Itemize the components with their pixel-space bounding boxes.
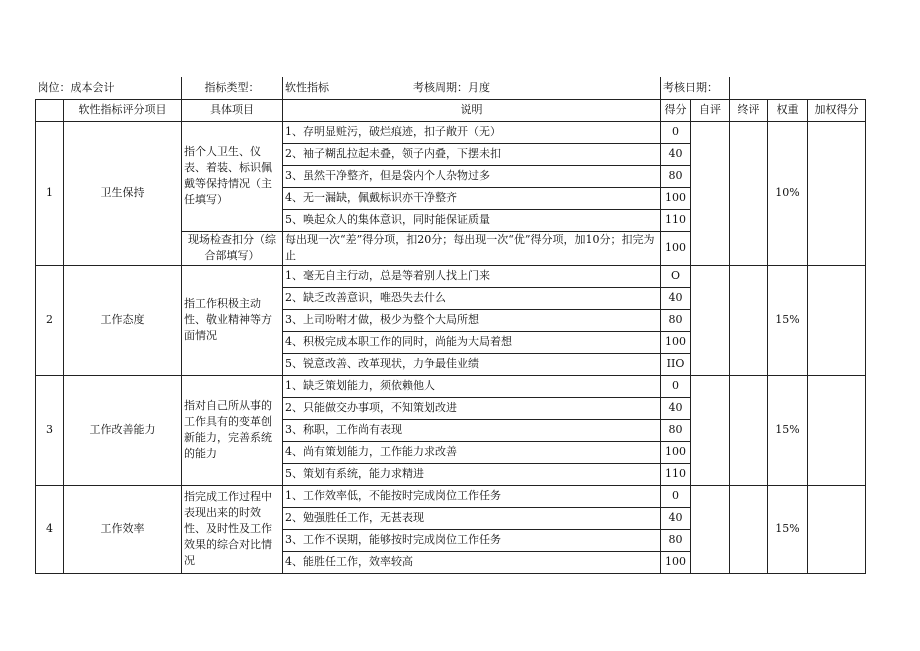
criteria-score: 0	[661, 121, 691, 143]
self-score-cell[interactable]	[691, 485, 730, 573]
col-self: 自评	[691, 99, 730, 121]
criteria-score: 100	[661, 187, 691, 209]
criteria-text: 2、袖子糊乱拉起未叠，领子内叠，下摆未扣	[283, 143, 661, 165]
header-row	[36, 77, 866, 99]
criteria-text: 1、存明显赃污，破烂痕迹，扣子敞开（无）	[283, 121, 661, 143]
item-number: 4	[36, 485, 64, 573]
item-detail: 指对自己所从事的工作具有的变革创新能力，完善系统的能力	[182, 375, 283, 485]
item-detail: 指完成工作过程中表现出来的时效性、及时性及工作效果的综合对比情况	[182, 485, 283, 573]
table-row	[36, 375, 866, 397]
criteria-score: 80	[661, 419, 691, 441]
extra-detail: 现场检查扣分（综合部填写）	[182, 231, 283, 265]
post-label: 岗位：成本会计	[36, 77, 182, 99]
criteria-text: 1、缺乏策划能力，须依赖他人	[283, 375, 661, 397]
table-row	[36, 485, 866, 507]
date-value	[730, 77, 866, 99]
item-name: 工作效率	[64, 485, 182, 573]
weight-value: 10%	[768, 121, 808, 265]
item-name: 工作态度	[64, 265, 182, 375]
criteria-score: 80	[661, 309, 691, 331]
table-row	[36, 121, 866, 143]
criteria-score: 40	[661, 507, 691, 529]
assessment-table	[35, 77, 866, 574]
item-detail: 指个人卫生、仪表、着装、标识佩戴等保持情况（主任填写）	[182, 121, 283, 231]
col-desc: 说明	[283, 99, 661, 121]
weight-value: 15%	[768, 485, 808, 573]
criteria-text: 3、上司吩咐才做，极少为整个大局所想	[283, 309, 661, 331]
criteria-text: 5、锐意改善、改革现状，力争最佳业绩	[283, 353, 661, 375]
criteria-text: 1、工作效率低，不能按时完成岗位工作任务	[283, 485, 661, 507]
item-number: 1	[36, 121, 64, 265]
final-score-cell[interactable]	[730, 375, 768, 485]
col-weight: 权重	[768, 99, 808, 121]
table-row	[36, 265, 866, 287]
self-score-cell[interactable]	[691, 375, 730, 485]
final-score-cell[interactable]	[730, 121, 768, 265]
weighted-score-cell[interactable]	[808, 121, 866, 265]
criteria-score: 100	[661, 551, 691, 573]
criteria-text: 5、唤起众人的集体意识，同时能保证质量	[283, 209, 661, 231]
criteria-score: 80	[661, 529, 691, 551]
self-score-cell[interactable]	[691, 265, 730, 375]
criteria-score: 110	[661, 209, 691, 231]
criteria-text: 3、称职，工作尚有表现	[283, 419, 661, 441]
col-score: 得分	[661, 99, 691, 121]
criteria-text: 3、工作不误期，能够按时完成岗位工作任务	[283, 529, 661, 551]
type-period-cell	[283, 77, 661, 99]
type-value: 软性指标	[285, 80, 329, 94]
weighted-score-cell[interactable]	[808, 485, 866, 573]
col-final: 终评	[730, 99, 768, 121]
weight-value: 15%	[768, 375, 808, 485]
col-weighted: 加权得分	[808, 99, 866, 121]
criteria-score: O	[661, 265, 691, 287]
item-detail: 指工作积极主动性、敬业精神等方面情况	[182, 265, 283, 375]
criteria-score: 110	[661, 463, 691, 485]
col-detail: 具体项目	[182, 99, 283, 121]
weighted-score-cell[interactable]	[808, 265, 866, 375]
column-header-row	[36, 99, 866, 121]
criteria-text: 4、无一漏缺，佩戴标识亦干净整齐	[283, 187, 661, 209]
criteria-text: 5、策划有系统，能力求精进	[283, 463, 661, 485]
criteria-score: 0	[661, 485, 691, 507]
criteria-text: 4、尚有策划能力，工作能力求改善	[283, 441, 661, 463]
criteria-score: 100	[661, 441, 691, 463]
criteria-text: 3、虽然干净整齐，但是袋内个人杂物过多	[283, 165, 661, 187]
item-name: 工作改善能力	[64, 375, 182, 485]
weighted-score-cell[interactable]	[808, 375, 866, 485]
criteria-score: 0	[661, 375, 691, 397]
criteria-score: 40	[661, 287, 691, 309]
criteria-text: 1、毫无自主行动，总是等着别人找上门来	[283, 265, 661, 287]
criteria-text: 4、能胜任工作，效率较高	[283, 551, 661, 573]
type-label: 指标类型：	[182, 77, 283, 99]
criteria-text: 2、勉强胜任工作，无甚表现	[283, 507, 661, 529]
criteria-score: 80	[661, 165, 691, 187]
criteria-text: 2、只能做交办事项，不知策划改进	[283, 397, 661, 419]
criteria-text: 2、缺乏改善意识，唯恐失去什么	[283, 287, 661, 309]
self-score-cell[interactable]	[691, 121, 730, 265]
date-label: 考核日期：	[661, 77, 730, 99]
item-number: 2	[36, 265, 64, 375]
period-label: 考核周期：月度	[413, 80, 490, 94]
criteria-score: 100	[661, 331, 691, 353]
item-name: 卫生保持	[64, 121, 182, 265]
criteria-score: IIO	[661, 353, 691, 375]
col-item: 软性指标评分项目	[64, 99, 182, 121]
criteria-score: 40	[661, 143, 691, 165]
weight-value: 15%	[768, 265, 808, 375]
item-number: 3	[36, 375, 64, 485]
extra-score: 100	[661, 231, 691, 265]
criteria-text: 4、积极完成本职工作的同时，尚能为大局着想	[283, 331, 661, 353]
final-score-cell[interactable]	[730, 265, 768, 375]
criteria-score: 40	[661, 397, 691, 419]
col-no	[36, 99, 64, 121]
final-score-cell[interactable]	[730, 485, 768, 573]
extra-criteria-text: 每出现一次“差”得分项，扣20分；每出现一次“优”得分项，加10分；扣完为止	[283, 231, 661, 265]
